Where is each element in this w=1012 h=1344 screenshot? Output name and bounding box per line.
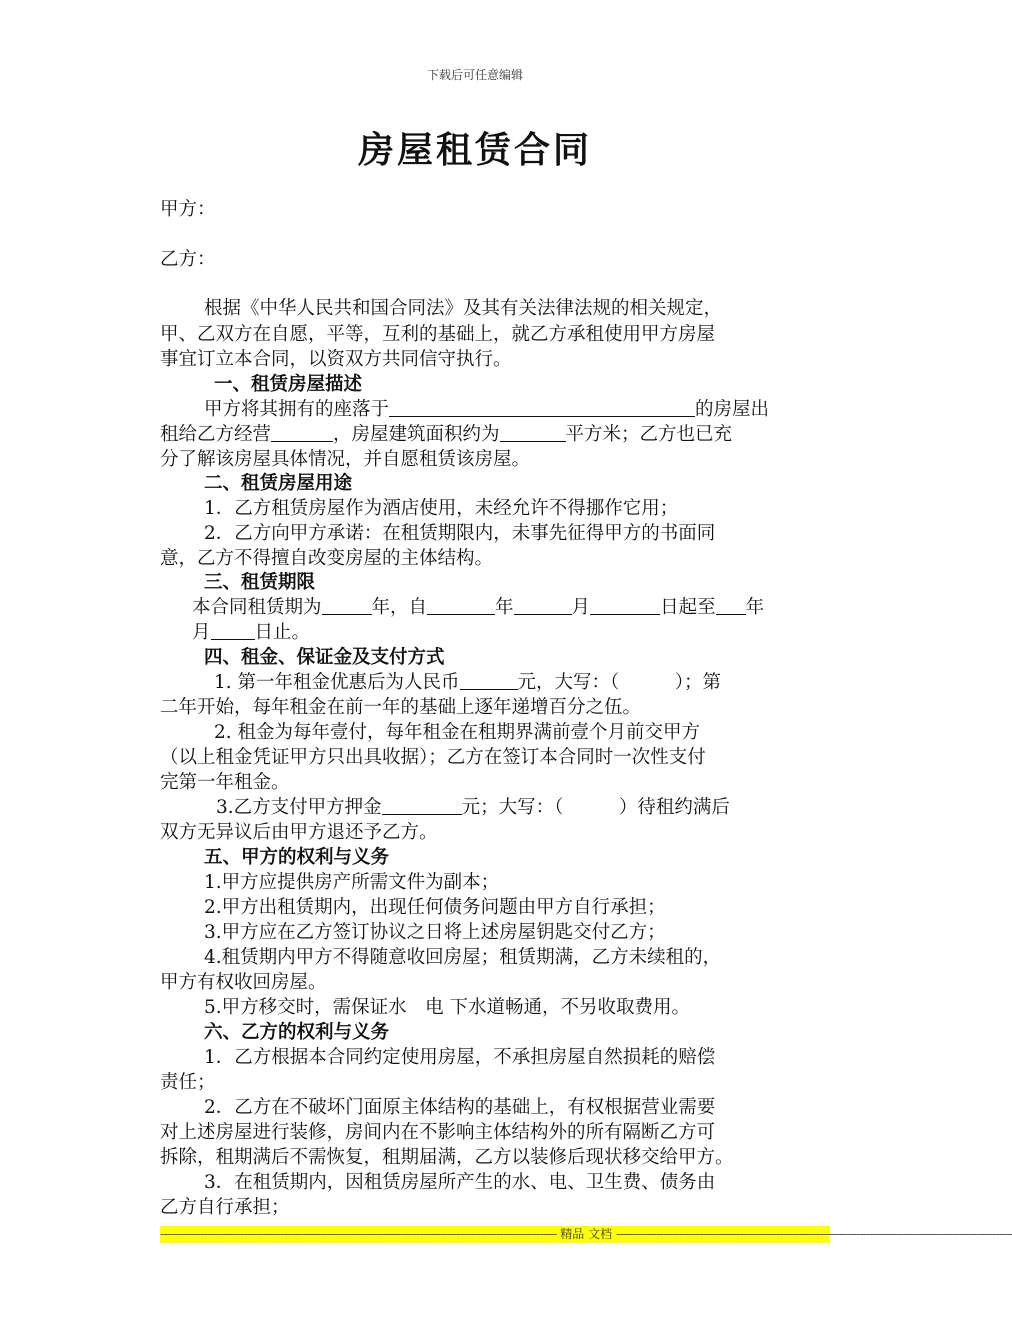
section6-line: 3．在租赁期内，因租赁房屋所产生的水、电、卫生费、债务由 [204, 1172, 716, 1193]
text: ，房屋建筑面积约为 [333, 424, 500, 445]
section2-line: 意，乙方不得擅自改变房屋的主体结构。 [160, 548, 494, 569]
section6-line: 2．乙方在不破坏门面原主体结构的基础上，有权根据营业需要 [204, 1097, 716, 1118]
blank-end-year [716, 596, 746, 615]
text: 的房屋出 [695, 399, 770, 420]
text: 年 [745, 597, 765, 618]
party-b-label: 乙方： [160, 249, 216, 270]
section5-item: 5.甲方移交时，需保证水 电 下水道畅通，不另收取费用。 [204, 997, 691, 1018]
section1-line [160, 422, 832, 448]
text: 1. 第一年租金优惠后为人民币 [214, 672, 460, 693]
text: 甲方将其拥有的座落于 [204, 399, 390, 420]
section-heading-2: 二、租赁房屋用途 [204, 473, 353, 494]
section6-line: 乙方自行承担； [160, 1197, 290, 1218]
document-title: 房屋租赁合同 [357, 129, 592, 171]
text: 元；大写：（ ）待租约满后 [461, 797, 730, 818]
section4-line: 双方无异议后由甲方退还予乙方。 [160, 822, 438, 843]
section4-line: 完第一年租金。 [160, 772, 290, 793]
text: 月 [192, 622, 211, 643]
section4-line: 2. 租金为每年壹付，每年租金在租期界满前壹个月前交甲方 [214, 722, 701, 743]
text: 元，大写：（ ）；第 [517, 672, 722, 693]
intro-line: 事宜订立本合同，以资双方共同信守执行。 [160, 349, 512, 370]
section5-item: 1.甲方应提供房产所需文件为副本； [204, 872, 500, 893]
text: 日止。 [254, 622, 311, 643]
section-heading-4: 四、租金、保证金及支付方式 [204, 647, 445, 668]
section-heading-1: 一、租赁房屋描述 [214, 374, 363, 395]
section4-line: （以上租金凭证甲方只出具收据）；乙方在签订本合同时一次性支付 [160, 747, 706, 768]
blank-years [322, 596, 372, 615]
blank-location [389, 398, 695, 417]
blank-start-day [590, 596, 660, 615]
blank-start-month [514, 596, 572, 615]
footer-dashes-right: ----------------------------------------------------------------------------------------------------------------------- [616, 1227, 1012, 1241]
text: 年 [495, 597, 514, 618]
text: 年，自 [371, 597, 428, 618]
text: 日起至 [660, 597, 716, 618]
section6-line: 对上述房屋进行装修，房间内在不影响主体结构外的所有隔断乙方可 [160, 1122, 716, 1143]
section4-line [214, 670, 832, 696]
section3-line [192, 595, 832, 621]
section4-line [216, 795, 832, 821]
blank-area [500, 423, 566, 442]
section-heading-3: 三、租赁期限 [204, 572, 316, 593]
intro-line: 根据《中华人民共和国合同法》及其有关法律法规的相关规定， [204, 298, 723, 319]
section4-line: 二年开始，每年租金在前一年的基础上逐年递增百分之伍。 [160, 697, 642, 718]
section2-line: 2．乙方向甲方承诺：在租赁期限内，未事先征得甲方的书面同 [204, 523, 716, 544]
section6-line: 1．乙方根据本合同约定使用房屋，不承担房屋自然损耗的赔偿 [204, 1047, 716, 1068]
blank-deposit [382, 796, 462, 815]
blank-business [271, 423, 333, 442]
section6-line: 责任； [160, 1072, 216, 1093]
section5-item: 4.租赁期内甲方不得随意收回房屋；租赁期满，乙方未续租的， [204, 947, 722, 968]
section-heading-5: 五、甲方的权利与义务 [204, 847, 390, 868]
section6-line: 拆除，租期满后不需恢复，租期届满，乙方以装修后现状移交给甲方。 [160, 1147, 734, 1168]
section1-line [204, 397, 832, 423]
download-note: 下载后可任意编辑 [426, 68, 523, 82]
section3-line [192, 620, 832, 646]
section5-item: 甲方有权收回房屋。 [160, 972, 327, 993]
blank-end-month [211, 621, 255, 640]
section1-line: 分了解该房屋具体情况，并自愿租赁该房屋。 [160, 449, 531, 470]
text: 本合同租赁期为 [192, 597, 322, 618]
section5-item: 2.甲方出租赁期内，出现任何债务问题由甲方自行承担； [204, 897, 666, 918]
text: 平方米；乙方也已充 [565, 424, 733, 445]
text: 月 [571, 597, 591, 618]
blank-start-year [427, 596, 495, 615]
footer-dashes-left: ----------------------------------------------------------------------------------------------------------------------- [160, 1227, 557, 1241]
section-heading-6: 六、乙方的权利与义务 [204, 1022, 390, 1043]
footer-label: 精品 文档 [560, 1227, 613, 1241]
footer-watermark-bar [160, 1226, 1012, 1243]
intro-line: 甲、乙双方在自愿，平等，互利的基础上，就乙方承租使用甲方房屋 [160, 324, 716, 345]
section5-item: 3.甲方应在乙方签订协议之日将上述房屋钥匙交付乙方； [204, 922, 666, 943]
text: 3.乙方支付甲方押金 [216, 797, 382, 818]
text: 租给乙方经营 [160, 424, 272, 445]
party-a-label: 甲方： [160, 199, 216, 220]
blank-rent [460, 671, 518, 690]
section2-line: 1．乙方租赁房屋作为酒店使用，未经允许不得挪作它用； [204, 498, 679, 519]
